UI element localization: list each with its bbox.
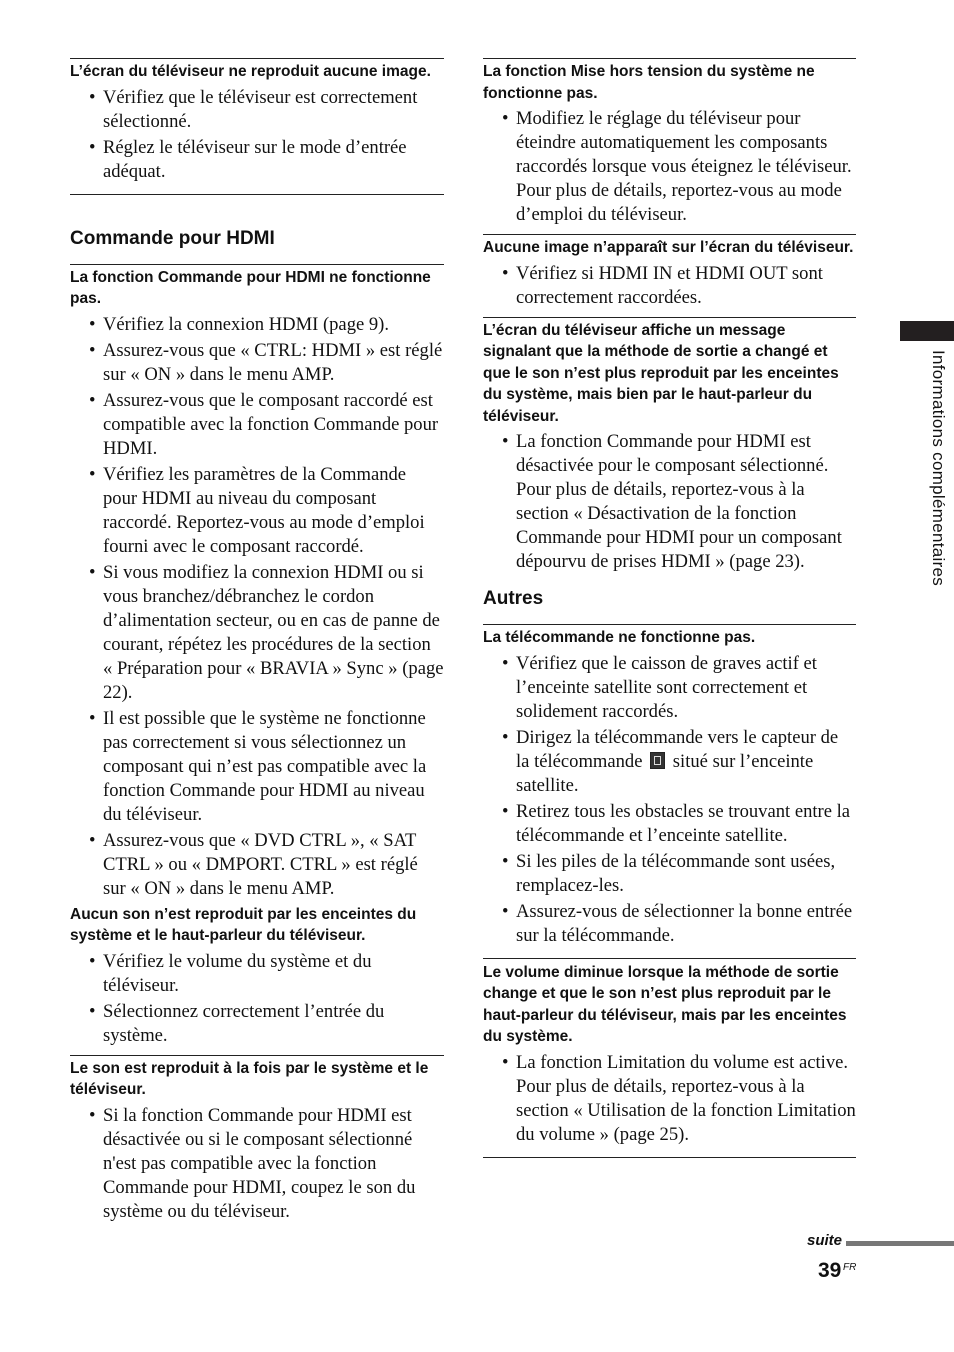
issue-sound-both (70, 1055, 444, 1224)
list-item: • Vérifiez que le téléviseur est correctement sélectionné. (103, 86, 444, 134)
solution-list (483, 107, 856, 227)
list-item (516, 726, 856, 798)
issue-heading: La fonction Commande pour HDMI ne fonctionne pas. (70, 268, 431, 307)
list-item: • Assurez-vous que le composant raccordé est compatible avec la fonction Commande pour HDMI. (103, 389, 444, 461)
page-language-suffix: FR (843, 1262, 857, 1273)
left-column (70, 58, 444, 1226)
list-item: • Vérifiez les paramètres de la Commande pour HDMI au niveau du composant raccordé. Reportez-vous au mode d’emploi fourni avec le composant raccordé. (103, 463, 444, 559)
continued-bar (846, 1241, 954, 1246)
issue-power-off (483, 58, 856, 227)
list-item-text: Dirigez la télécommande vers le capteur de la télécommande (516, 726, 839, 772)
list-item: • Sélectionnez correctement l’entrée du système. (103, 1000, 444, 1048)
chapter-side-label: Informations complémentaires (929, 350, 948, 587)
remote-sensor-icon (650, 752, 665, 769)
list-item: • Réglez le téléviseur sur le mode d’entrée adéquat. (103, 136, 444, 184)
list-item: • Vérifiez la connexion HDMI (page 9). (103, 313, 444, 337)
issue-remote (483, 624, 856, 959)
solution-list (483, 1051, 856, 1147)
list-item: • La fonction Commande pour HDMI est désactivée pour le composant sélectionné. Pour plus de détails, reportez-vous à la section « Désactivation de la fonction Commande pour HDMI pour un composant dépourvu de prises HDMI » (page 23). (516, 430, 856, 574)
issue-no-sound (70, 904, 444, 1048)
list-item-text: situé sur l’enceinte satellite. (516, 750, 814, 796)
list-item: • Vérifiez que le caisson de graves actif et l’enceinte satellite sont correctement et solidement raccordés. (516, 652, 856, 724)
continued-label: suite (806, 1232, 842, 1249)
solution-list (483, 430, 856, 574)
issue-heading: Le son est reproduit à la fois par le système et le téléviseur. (70, 1059, 429, 1098)
issue-hdmi-control (70, 264, 444, 901)
list-item: • Retirez tous les obstacles se trouvant entre la télécommande et l’enceinte satellite. (516, 800, 856, 848)
page-number: 39 (818, 1259, 842, 1282)
solution-list (483, 262, 856, 310)
issue-volume-drop (483, 962, 856, 1158)
list-item: • Vérifiez le volume du système et du téléviseur. (103, 950, 444, 998)
right-column (483, 58, 856, 1158)
issue-heading: L’écran du téléviseur ne reproduit aucune image. (70, 63, 431, 80)
solution-list (70, 313, 444, 901)
list-item: • Si les piles de la télécommande sont usées, remplacez-les. (516, 850, 856, 898)
chapter-tab-marker (900, 321, 954, 341)
list-item: • Si la fonction Commande pour HDMI est désactivée ou si le composant sélectionné n'est pas compatible avec la fonction Commande pour HDMI, coupez le son du système ou du téléviseur. (103, 1104, 444, 1224)
list-item: • La fonction Limitation du volume est active. Pour plus de détails, reportez-vous à la section « Utilisation de la fonction Limitation du volume » (page 25). (516, 1051, 856, 1147)
list-item: • Si vous modifiez la connexion HDMI ou si vous branchez/débranchez le cordon d’alimentation secteur, ou en cas de panne de courant, répétez les procédures de la section « Préparation pour « BRAVIA » Sync » (page 22). (103, 561, 444, 705)
solution-list (70, 86, 444, 184)
section-title-autres: Autres (483, 588, 544, 609)
list-item: • Modifiez le réglage du téléviseur pour éteindre automatiquement les composants raccordés lorsque vous éteignez le téléviseur. Pour plus de détails, reportez-vous au mode d’emploi du téléviseur. (516, 107, 856, 227)
issue-tv-no-image (70, 58, 444, 195)
issue-heading: L’écran du téléviseur affiche un message signalant que la méthode de sortie a changé et que le son n’est plus reproduit par les enceintes du système, mais bien par le haut-parleur du téléviseur. (483, 321, 839, 425)
solution-list (70, 950, 444, 1048)
issue-output-message (483, 317, 856, 575)
issue-heading: La télécommande ne fonctionne pas. (483, 629, 756, 646)
issue-heading: La fonction Mise hors tension du système ne fonctionne pas. (483, 63, 815, 102)
list-item: • Assurez-vous que « DVD CTRL », « SAT CTRL » ou « DMPORT. CTRL » est réglé sur « ON » dans le menu AMP. (103, 829, 444, 901)
issue-heading: Le volume diminue lorsque la méthode de sortie change et que le son n’est plus reproduit par le haut-parleur du téléviseur, mais par les enceintes du système. (483, 963, 847, 1045)
issue-no-picture (483, 234, 856, 310)
list-item: • Assurez-vous que « CTRL: HDMI » est réglé sur « ON » dans le menu AMP. (103, 339, 444, 387)
section-title-hdmi: Commande pour HDMI (70, 227, 275, 249)
list-item: • Assurez-vous de sélectionner la bonne entrée sur la télécommande. (516, 900, 856, 948)
issue-heading: Aucune image n’apparaît sur l’écran du téléviseur. (483, 239, 854, 256)
list-item: • Il est possible que le système ne fonctionne pas correctement si vous sélectionnez un composant qui n’est pas compatible avec la fonction Commande pour HDMI au niveau du téléviseur. (103, 707, 444, 827)
solution-list (70, 1104, 444, 1224)
issue-heading: Aucun son n’est reproduit par les enceintes du système et le haut-parleur du téléviseur. (70, 905, 417, 944)
list-item: • Vérifiez si HDMI IN et HDMI OUT sont correctement raccordées. (516, 262, 856, 310)
solution-list (483, 652, 856, 948)
